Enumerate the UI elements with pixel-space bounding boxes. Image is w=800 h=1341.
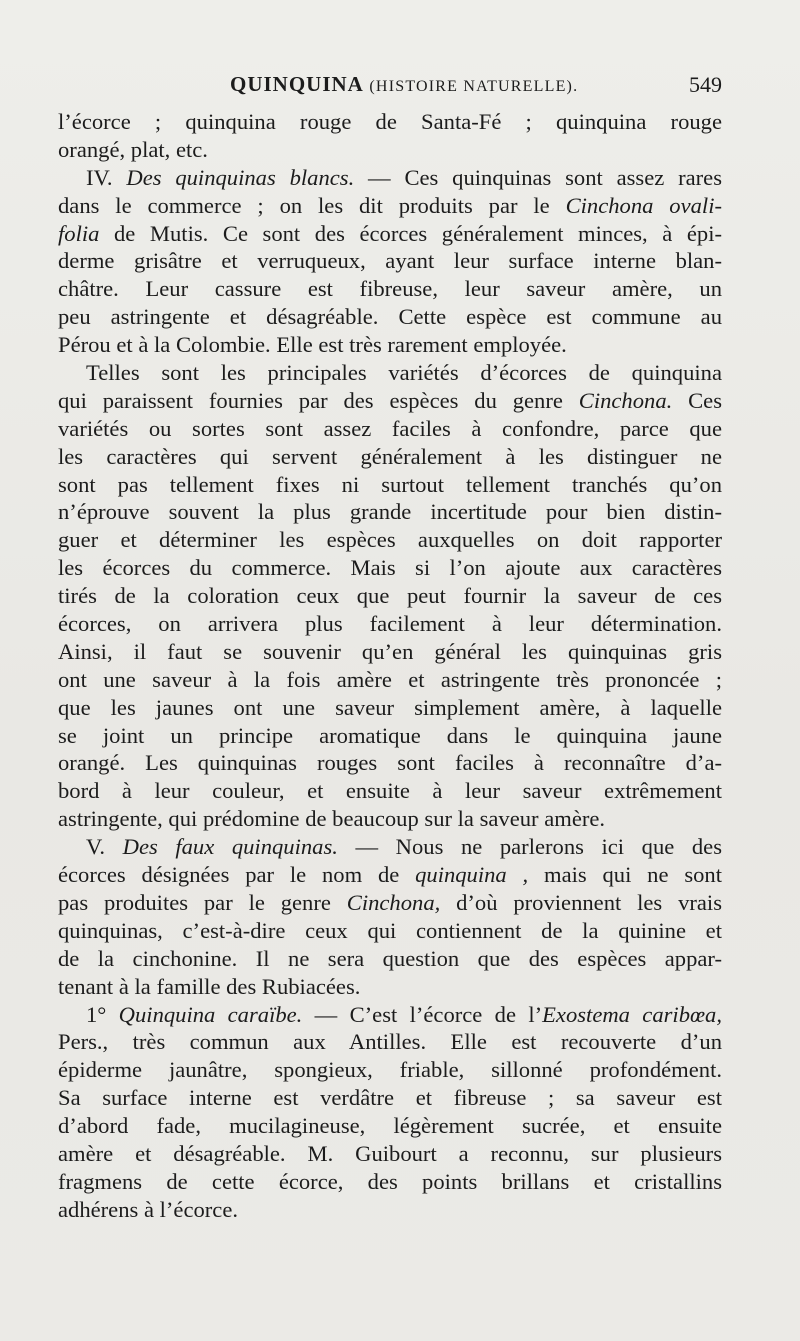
text-segment: variétés ou sortes sont assez faciles à confondre, parce que [58, 415, 722, 441]
text-line [58, 945, 722, 973]
text-segment: orangé. Les quinquinas rouges sont faciles à reconnaître d’a- [58, 750, 722, 776]
page-number: 549 [689, 72, 722, 97]
text-segment: derme grisâtre et verruqueux, ayant leur surface interne blan- [58, 248, 722, 274]
text-line [58, 749, 722, 777]
text-segment: bord à leur couleur, et ensuite à leur saveur extrêmement [58, 778, 722, 804]
text-segment: V. [86, 834, 123, 860]
text-segment: Sa surface interne est verdâtre et fibreuse ; sa saveur est [58, 1085, 722, 1111]
text-line [58, 666, 722, 694]
text-segment: d’où proviennent les vrais [440, 889, 722, 915]
text-segment: Pers., très commun aux Antilles. Elle est recouverte d’un [58, 1029, 722, 1055]
text-segment: épiderme jaunâtre, spongieux, friable, sillonné profondément. [58, 1057, 722, 1083]
text-segment: 1° [86, 1001, 119, 1027]
text-segment: — Nous ne parlerons ici que des [337, 834, 722, 860]
text-line [58, 1140, 722, 1168]
text-segment: IV. [86, 164, 127, 190]
text-line [58, 610, 722, 638]
text-segment: Ainsi, il faut se souvenir qu’en général les quinquinas gris [58, 638, 722, 664]
text-segment: orangé, plat, etc. [58, 136, 208, 162]
text-segment: tenant à la famille des Rubiacées. [58, 973, 361, 999]
text-segment: Telles sont les principales variétés d’écorces de quinquina [86, 360, 722, 386]
text-segment: de Mutis. Ce sont des écorces généralement minces, à épi- [99, 220, 722, 246]
text-line [58, 777, 722, 805]
text-line [58, 582, 722, 610]
italic-text: Des faux quinquinas. [122, 834, 338, 860]
text-line [58, 387, 722, 415]
text-segment: l’écorce ; quinquina rouge de Santa-Fé ; quinquina rouge [58, 109, 722, 134]
text-segment: peu astringente et désagréable. Cette espèce est commune au [58, 304, 722, 330]
text-segment: tirés de la coloration ceux que peut fournir la saveur de ces [58, 583, 722, 609]
text-line [58, 415, 722, 443]
text-segment: les écorces du commerce. Mais si l’on ajoute aux caractères [58, 555, 722, 581]
text-segment: les caractères qui servent généralement à les distinguer ne [58, 443, 722, 469]
running-title-sub: (HISTOIRE NATURELLE). [369, 78, 579, 95]
text-line [58, 1028, 722, 1056]
text-line [58, 861, 722, 889]
running-title [230, 72, 578, 97]
text-segment: guer et déterminer les espèces auxquelles on doit rapporter [58, 527, 722, 553]
text-line [58, 247, 722, 275]
text-line [58, 303, 722, 331]
text-line [58, 164, 722, 192]
text-segment: dans le commerce ; on les dit produits par le [58, 192, 566, 218]
italic-text: quinquina , [415, 862, 529, 888]
text-segment: fragmens de cette écorce, des points brillans et cristallins [58, 1168, 722, 1194]
text-line [58, 443, 722, 471]
text-line [58, 498, 722, 526]
text-line [58, 973, 722, 1001]
body-text [58, 108, 722, 1224]
text-segment: ont une saveur à la fois amère et astringente très prononcée ; [58, 666, 722, 692]
italic-text: folia [58, 220, 100, 246]
text-segment: Ces [672, 387, 723, 413]
text-line [58, 108, 722, 136]
text-segment: de la cinchonine. Il ne sera question que des espèces appar- [58, 945, 722, 971]
text-segment: adhérens à l’écorce. [58, 1196, 238, 1222]
text-segment: écorces, on arrivera plus facilement à leur détermination. [58, 611, 722, 637]
text-line [58, 917, 722, 945]
italic-text: Exostema caribœa, [542, 1001, 722, 1027]
italic-text: Des quinquinas blancs. [126, 164, 355, 190]
text-line [58, 1001, 722, 1029]
text-line [58, 638, 722, 666]
text-line [58, 136, 722, 164]
text-line [58, 275, 722, 303]
text-line [58, 331, 722, 359]
text-segment: se joint un principe aromatique dans le quinquina jaune [58, 722, 722, 748]
text-segment: châtre. Leur cassure est fibreuse, leur saveur amère, un [58, 276, 722, 302]
italic-text: Cinchona, [346, 889, 441, 915]
text-segment: qui paraissent fournies par des espèces du genre [58, 387, 579, 413]
text-segment: astringente, qui prédomine de beaucoup sur la saveur amère. [58, 806, 606, 832]
text-segment: mais qui ne sont [528, 862, 722, 888]
italic-text: Cinchona. [578, 387, 673, 413]
text-line [58, 1056, 722, 1084]
text-segment: écorces désignées par le nom de [58, 862, 416, 888]
text-segment: quinquinas, c’est-à-dire ceux qui contiennent de la quinine et [58, 917, 722, 943]
text-line [58, 1168, 722, 1196]
text-segment: amère et désagréable. M. Guibourt a reconnu, sur plusieurs [58, 1140, 722, 1166]
text-line [58, 805, 722, 833]
text-line [58, 192, 722, 220]
text-line [58, 471, 722, 499]
text-segment: Pérou et à la Colombie. Elle est très rarement employée. [58, 332, 567, 358]
text-segment: pas produites par le genre [58, 889, 347, 915]
text-line [58, 889, 722, 917]
text-segment: que les jaunes ont une saveur simplement amère, à laquelle [58, 694, 722, 720]
text-line [58, 554, 722, 582]
text-line [58, 694, 722, 722]
text-line [58, 1112, 722, 1140]
text-segment: sont pas tellement fixes ni surtout tellement tranchés qu’on [58, 471, 722, 497]
italic-text: Quinquina caraïbe. [118, 1001, 303, 1027]
text-line [58, 220, 722, 248]
text-segment: d’abord fade, mucilagineuse, légèrement sucrée, et ensuite [58, 1113, 722, 1139]
text-segment: — C’est l’écorce de l’ [302, 1001, 543, 1027]
text-line [58, 1196, 722, 1224]
running-title-main: QUINQUINA [230, 72, 364, 96]
text-segment: n’éprouve souvent la plus grande incertitude pour bien distin- [58, 499, 722, 525]
italic-text: Cinchona ovali- [565, 192, 722, 218]
text-line [58, 526, 722, 554]
text-line [58, 1084, 722, 1112]
text-line [58, 359, 722, 387]
text-line [58, 722, 722, 750]
text-line [58, 833, 722, 861]
running-header [58, 70, 722, 104]
text-segment: — Ces quinquinas sont assez rares [354, 164, 722, 190]
